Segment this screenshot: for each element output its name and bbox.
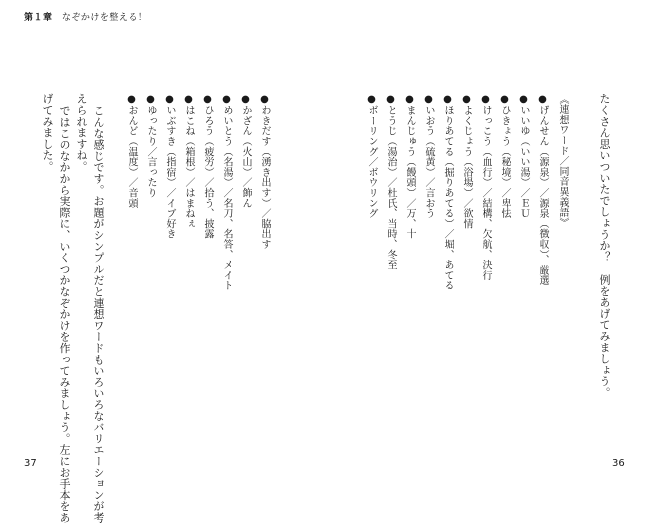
list-item: ●まんじゅう（饅頭）／万、十	[404, 94, 415, 240]
paragraph-line: えられますね。	[75, 93, 88, 173]
list-item: ●わきだす（湧き出す）／脇出す	[259, 94, 270, 250]
list-item: ●ほりあてる（掘りあてる）／堀、あてる	[442, 94, 453, 291]
page-number-left: 37	[24, 458, 37, 469]
list-item: ●はこね（箱根）／はまねぇ	[183, 94, 194, 229]
list-item: ●ボーリング／ボウリング	[366, 94, 377, 219]
list-item: ●ひろう（疲労）／拾う、披露	[202, 94, 213, 240]
list-item: ●けっこう（血行）／結構、欠航、決行	[480, 94, 491, 281]
list-item: ●げんせん（源泉）／源泉（徴収）、厳選	[537, 94, 548, 286]
list-item: ●ひきょう（秘境）／卑怯	[499, 94, 510, 219]
list-header: 《連想ワード／同音異義語》	[557, 94, 568, 228]
list-item: ●いいゆ（いい湯）／ＥＵ	[518, 94, 529, 219]
page-number-right: 36	[612, 458, 625, 469]
list-item: ●とうじ（湯治）／杜氏、当時、冬至	[385, 94, 396, 271]
list-item: ●いぶすき（指宿）／イブ好き	[164, 94, 175, 240]
list-item: ●ゆったり／言ったり	[145, 94, 156, 198]
right-intro: たくさん思いついたでしょうか？ 例をあげてみましょう。	[598, 93, 611, 399]
paragraph-line: げてみました。	[41, 93, 54, 173]
list-item: ●おんど（温度）／音頭	[126, 94, 137, 209]
list-item: ●かざん（火山）／飾ん	[240, 94, 251, 209]
paragraph-line: こんな感じです。お題がシンプルだと連想ワードもいろいろなバリエーションが考	[92, 105, 105, 523]
list-item: ●いおう（硫黄）／言おう	[423, 94, 434, 219]
running-head	[24, 10, 147, 23]
paragraph-line: ではこのなかから実際に、いくつかなぞかけを作ってみましょう。左にお手本をあ	[58, 105, 71, 523]
chapter-label: 第１章	[24, 13, 53, 23]
list-item: ●めいとう（名湯）／名刀、名答、メイト	[221, 94, 232, 291]
chapter-title: なぞかけを整える！	[61, 13, 148, 23]
list-item: ●よくじょう（浴場）／欲情	[461, 94, 472, 229]
